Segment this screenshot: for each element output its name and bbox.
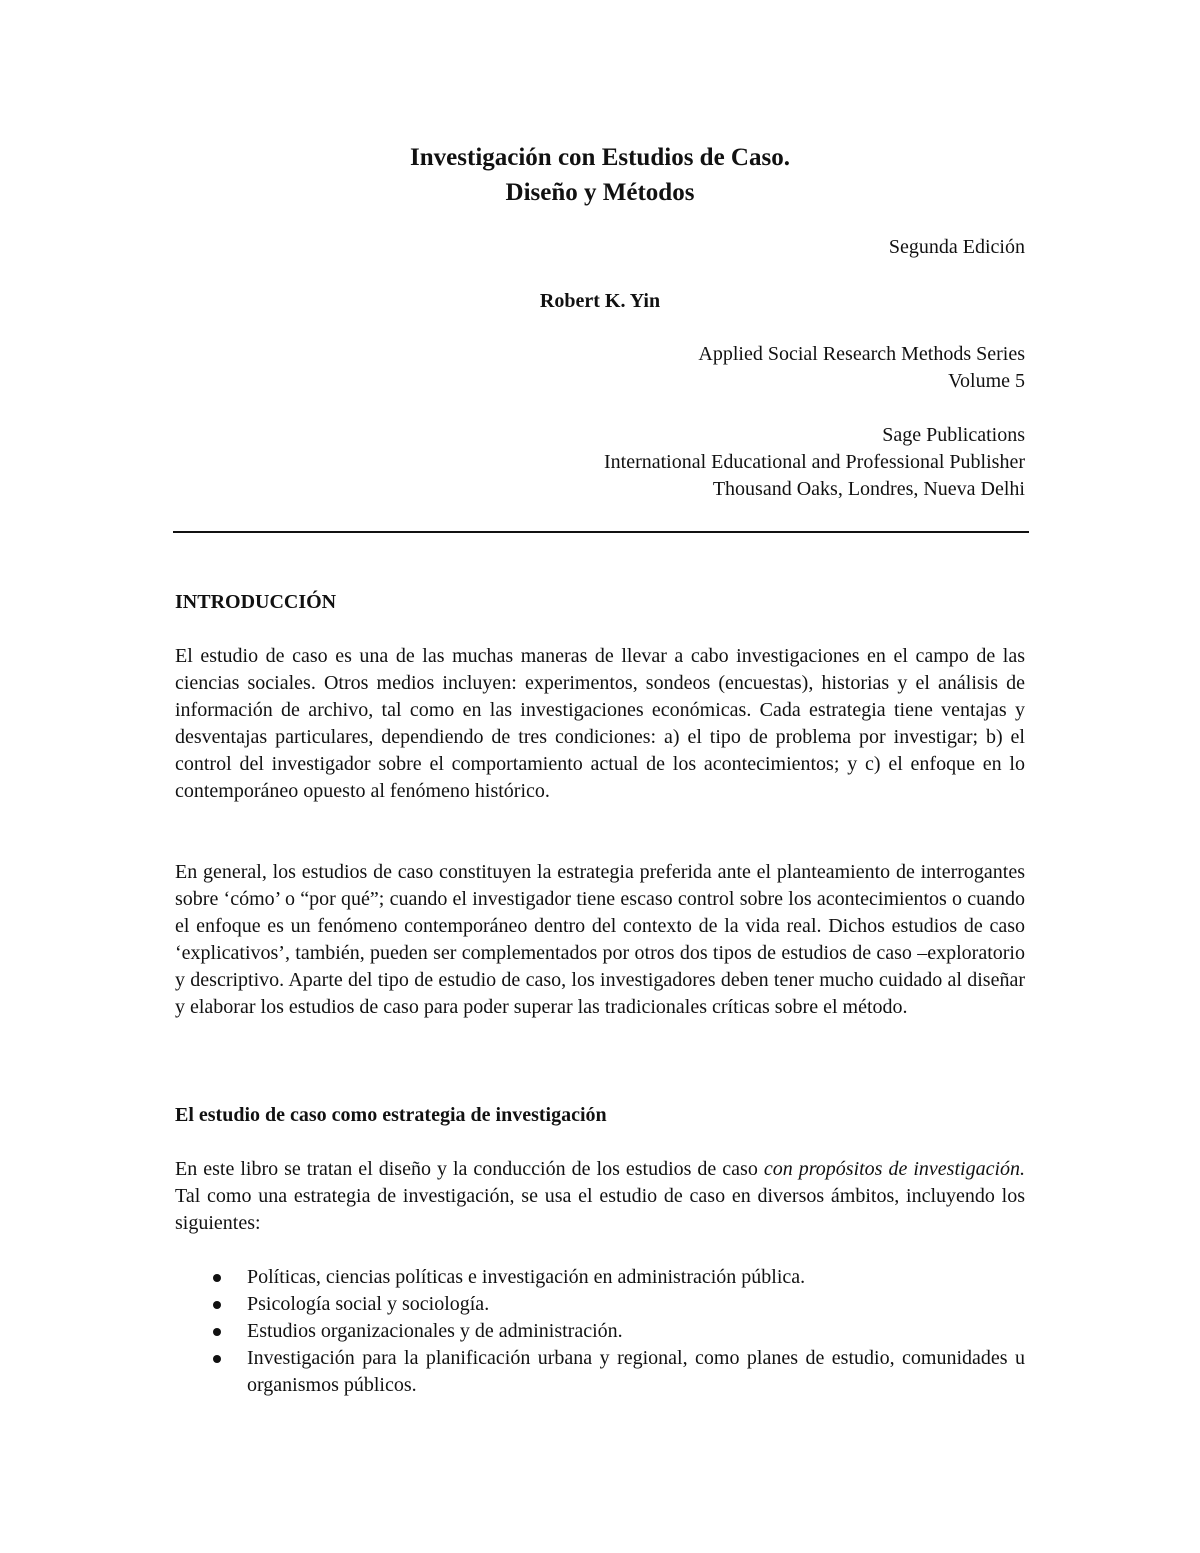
series-line-1: Applied Social Research Methods Series: [698, 343, 1025, 365]
section-heading: El estudio de caso como estrategia de investigación: [175, 1104, 607, 1126]
series-info: [698, 341, 1025, 395]
introduction-heading: INTRODUCCIÓN: [175, 591, 337, 613]
title-line-2: Diseño y Métodos: [505, 179, 695, 206]
author-name: Robert K. Yin: [539, 290, 661, 312]
domain-bullet-list: [175, 1264, 1025, 1399]
introduction-paragraph-1-block: [175, 643, 1025, 805]
introduction-paragraph-2: En general, los estudios de caso constituyen la estrategia preferida ante el planteamiento de interrogantes sobre ‘cómo’ o “por qué”; cuando el investigador tiene escaso control sobre los acontecimientos o cuando el enfoque es un fenómeno contemporáneo dentro del contexto de la vida real. Dichos estudios de caso ‘explicativos’, también, pueden ser complementados por otros dos tipos de estudios de caso –exploratorio y descriptivo. Aparte del tipo de estudio de caso, los investigadores deben tener mucho cuidado al diseñar y elaborar los estudios de caso para poder superar las tradicionales críticas sobre el método.: [175, 861, 1025, 1018]
introduction-paragraph-1: El estudio de caso es una de las muchas maneras de llevar a cabo investigaciones en el campo de las ciencias sociales. Otros medios incluyen: experimentos, sondeos (encuestas), historias y el análisis de información de archivo, tal como en las investigaciones económicas. Cada estrategia tiene ventajas y desventajas particulares, dependiendo de tres condiciones: a) el tipo de problema por investigar; b) el control del investigador sobre el comportamiento actual de los acontecimientos; y c) el enfoque en lo contemporáneo opuesto al fenómeno histórico.: [175, 645, 1025, 802]
section-paragraph: [175, 1156, 1025, 1237]
edition-label: Segunda Edición: [888, 236, 1025, 258]
publisher-line-3: Thousand Oaks, Londres, Nueva Delhi: [712, 478, 1025, 500]
bullet-icon: [213, 1274, 221, 1282]
list-item: [175, 1291, 1025, 1318]
list-item-text: Psicología social y sociología.: [247, 1293, 490, 1315]
list-item-text: Estudios organizacionales y de administración.: [247, 1320, 623, 1342]
list-item: [175, 1264, 1025, 1291]
list-item-text: Políticas, ciencias políticas e investigación en administración pública.: [247, 1266, 806, 1288]
bullet-icon: [213, 1301, 221, 1309]
list-item-text: Investigación para la planificación urbana y regional, como planes de estudio, comunidades u organismos públicos.: [247, 1347, 1025, 1396]
section-paragraph-end: Tal como una estrategia de investigación, se usa el estudio de caso en diversos ámbitos, incluyendo los siguientes:: [175, 1185, 1025, 1234]
horizontal-divider: [173, 531, 1029, 533]
bullet-icon: [213, 1355, 221, 1363]
title-line-1: Investigación con Estudios de Caso.: [410, 144, 790, 171]
list-item: [175, 1345, 1025, 1399]
publisher-line-1: Sage Publications: [882, 424, 1025, 446]
section-paragraph-block: [175, 1156, 1025, 1237]
series-line-2: Volume 5: [948, 370, 1025, 392]
publisher-info: [604, 422, 1025, 503]
document-title: [0, 140, 1200, 210]
publisher-line-2: International Educational and Professional Publisher: [603, 451, 1025, 473]
section-paragraph-italic: con propósitos de investigación.: [763, 1158, 1025, 1180]
bullet-icon: [213, 1328, 221, 1336]
introduction-paragraph-2-block: [175, 859, 1025, 1021]
list-item: [175, 1318, 1025, 1345]
section-paragraph-start: En este libro se tratan el diseño y la conducción de los estudios de caso: [175, 1158, 764, 1180]
